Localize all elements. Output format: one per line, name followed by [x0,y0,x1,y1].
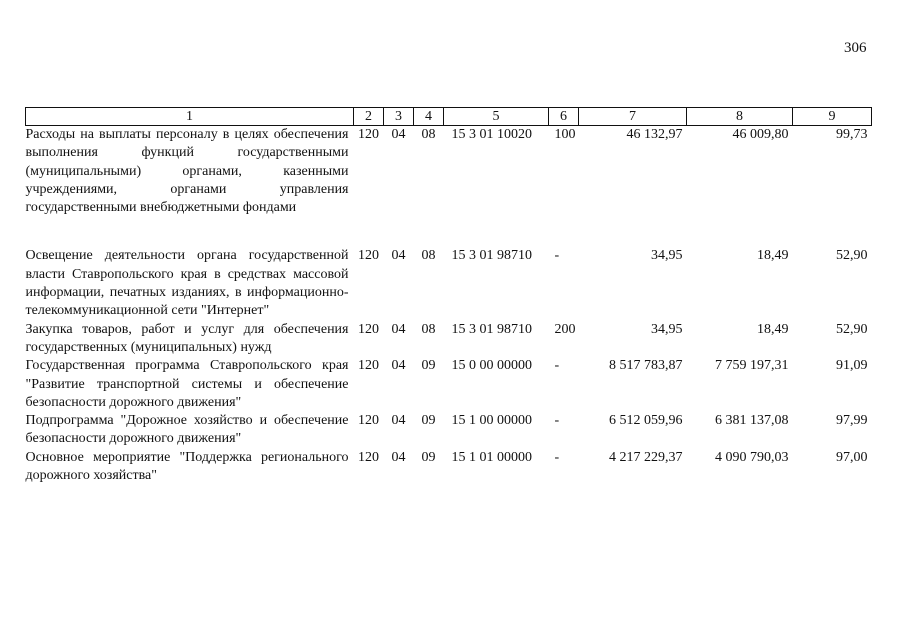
row-subsection-code: 09 [421,413,436,429]
row-execution-percent: 99,73 [836,127,868,142]
table-row [26,126,872,248]
row-planned-amount: 34,95 [651,248,683,264]
row-section-code: 04 [391,127,406,142]
row-ministry-code: 120 [358,321,379,337]
table-row [26,247,872,320]
row-expense-type: 100 [554,127,576,142]
header-col-7: 7 [579,108,687,126]
header-col-2: 2 [354,108,384,126]
row-section-code: 04 [391,248,406,264]
row-planned-amount: 6 512 059,96 [609,413,683,429]
row-expense-type: - [554,248,560,264]
row-subsection-code: 08 [421,321,436,337]
row-executed-amount: 18,49 [757,321,789,337]
row-expense-type: 200 [554,321,576,337]
row-execution-percent: 91,09 [836,358,868,374]
header-row [26,108,872,126]
row-ministry-code: 120 [358,127,379,142]
table-row [26,412,872,449]
row-executed-amount: 6 381 137,08 [715,413,789,429]
row-subsection-code: 09 [421,358,436,374]
row-section-code: 04 [391,449,406,465]
row-executed-amount: 4 090 790,03 [715,449,789,465]
table-row [26,449,872,486]
table-row [26,321,872,358]
row-execution-percent: 97,99 [836,413,868,429]
row-ministry-code: 120 [358,449,379,465]
row-section-code: 04 [391,413,406,429]
row-description: Освещение деятельности органа государственной власти Ставропольского края в средствах массовой информации, печатных изданиях, в информационно-телекоммуникационной сети "Интернет" [25,248,349,319]
header-col-8: 8 [687,108,793,126]
row-executed-amount: 46 009,80 [732,127,789,142]
header-col-5: 5 [444,108,549,126]
row-expense-type: - [554,358,560,374]
row-expense-type: - [554,413,560,429]
row-target-article: 15 3 01 98710 [451,321,532,337]
row-ministry-code: 120 [358,248,379,264]
row-target-article: 15 1 01 00000 [451,449,532,465]
row-description: Государственная программа Ставропольского края "Развитие транспортной системы и обеспечение безопасности дорожного движения" [25,358,349,410]
row-ministry-code: 120 [358,358,379,374]
row-execution-percent: 52,90 [836,248,868,264]
header-col-9: 9 [793,108,872,126]
row-description: Подпрограмма "Дорожное хозяйство и обеспечение безопасности дорожного движения" [25,413,349,447]
row-planned-amount: 4 217 229,37 [609,449,683,465]
row-planned-amount: 46 132,97 [626,127,683,142]
row-ministry-code: 120 [358,413,379,429]
row-execution-percent: 52,90 [836,321,868,337]
row-expense-type: - [554,449,560,465]
row-target-article: 15 3 01 10020 [451,127,532,142]
row-description: Основное мероприятие "Поддержка регионального дорожного хозяйства" [25,449,349,484]
page-number: 306 [844,40,867,56]
row-subsection-code: 09 [421,449,436,465]
row-executed-amount: 7 759 197,31 [715,358,789,374]
row-executed-amount: 18,49 [757,248,789,264]
row-section-code: 04 [391,358,406,374]
row-planned-amount: 8 517 783,87 [609,358,683,374]
header-col-3: 3 [384,108,414,126]
header-col-6: 6 [549,108,579,126]
row-execution-percent: 97,00 [836,449,868,465]
row-target-article: 15 3 01 98710 [451,248,532,264]
row-description: Закупка товаров, работ и услуг для обеспечения государственных (муниципальных) нужд [25,321,349,355]
row-description: Расходы на выплаты персоналу в целях обеспечения выполнения функций государственными (муниципальными) органами, казенными учреждениями, органами управления государственными внебюджетными фондами [25,127,349,216]
table-row [26,357,872,412]
header-col-4: 4 [414,108,444,126]
row-subsection-code: 08 [421,127,436,142]
budget-table [25,107,872,485]
row-target-article: 15 1 00 00000 [451,413,532,429]
row-section-code: 04 [391,321,406,337]
row-subsection-code: 08 [421,248,436,264]
row-target-article: 15 0 00 00000 [451,358,532,374]
row-planned-amount: 34,95 [651,321,683,337]
header-col-1: 1 [26,108,354,126]
